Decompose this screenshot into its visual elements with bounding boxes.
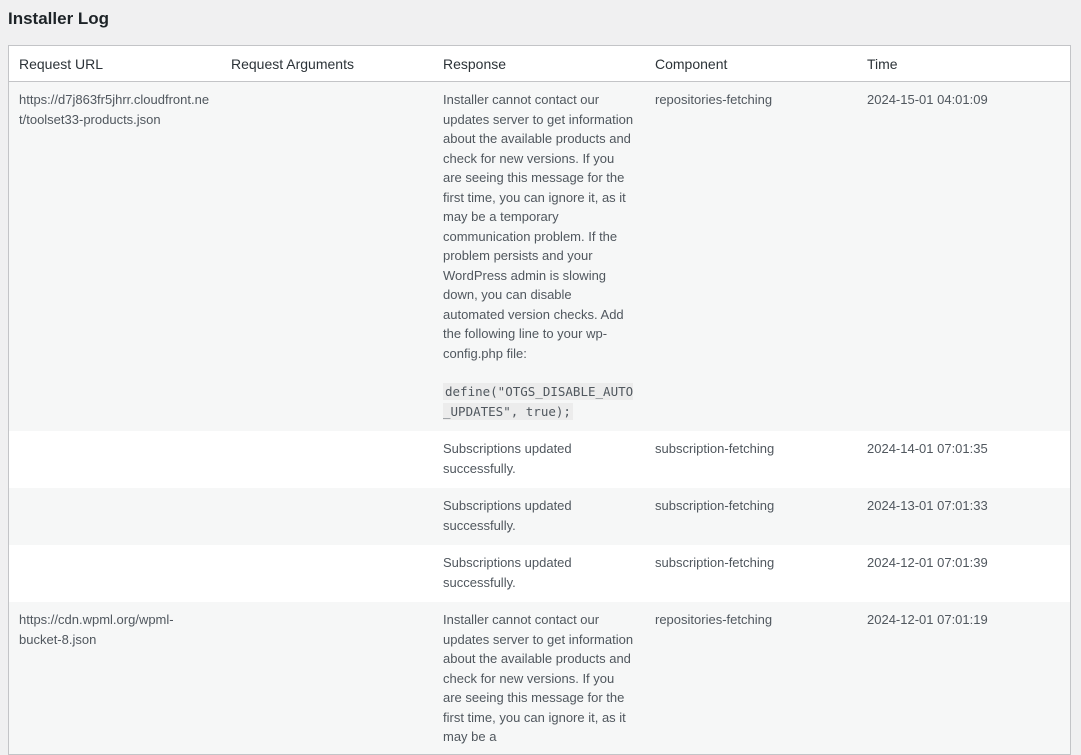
component-cell: repositories-fetching xyxy=(645,602,857,755)
request-arguments-cell xyxy=(221,545,433,602)
table-row xyxy=(9,488,1070,545)
table-row xyxy=(9,602,1070,755)
time-cell: 2024-12-01 07:01:19 xyxy=(857,602,1070,755)
time-cell: 2024-14-01 07:01:35 xyxy=(857,431,1070,488)
request-url-cell xyxy=(9,545,221,602)
request-arguments-cell xyxy=(221,431,433,488)
response-cell: Subscriptions updated successfully. xyxy=(433,431,645,488)
request-url-cell xyxy=(9,431,221,488)
column-header-request-url: Request URL xyxy=(9,46,221,82)
request-url-cell xyxy=(9,488,221,545)
request-url-cell: https://cdn.wpml.org/wpml-bucket-8.json xyxy=(9,602,221,755)
request-arguments-cell xyxy=(221,488,433,545)
column-header-request-arguments: Request Arguments xyxy=(221,46,433,82)
table-row xyxy=(9,431,1070,488)
column-header-component: Component xyxy=(645,46,857,82)
component-cell: repositories-fetching xyxy=(645,82,857,432)
response-cell: Subscriptions updated successfully. xyxy=(433,545,645,602)
request-url-cell: https://d7j863fr5jhrr.cloudfront.net/toolset33-products.json xyxy=(9,82,221,432)
request-arguments-cell xyxy=(221,82,433,432)
time-cell: 2024-12-01 07:01:39 xyxy=(857,545,1070,602)
request-arguments-cell xyxy=(221,602,433,755)
page-title: Installer Log xyxy=(8,9,110,28)
response-cell: Installer cannot contact our updates server to get information about the available products and check for new versions. If you are seeing this message for the first time, you can ignore it, as it may be a xyxy=(433,602,645,755)
component-cell: subscription-fetching xyxy=(645,431,857,488)
response-cell xyxy=(433,82,645,432)
component-cell: subscription-fetching xyxy=(645,545,857,602)
installer-log-table xyxy=(8,45,1071,755)
column-header-time: Time xyxy=(857,46,1070,82)
response-cell: Subscriptions updated successfully. xyxy=(433,488,645,545)
config-code-snippet: define("OTGS_DISABLE_AUTO_UPDATES", true); xyxy=(443,384,634,419)
table-row xyxy=(9,545,1070,602)
component-cell: subscription-fetching xyxy=(645,488,857,545)
column-header-response: Response xyxy=(433,46,645,82)
response-text: Installer cannot contact our updates server to get information about the available products and check for new versions. If you are seeing this message for the first time, you can ignore it, as it may be a temporary communication problem. If the problem persists and your WordPress admin is slowing down, you can disable automated version checks. Add the following line to your wp-config.php file: xyxy=(443,92,634,361)
time-cell: 2024-13-01 07:01:33 xyxy=(857,488,1070,545)
table-row xyxy=(9,82,1070,432)
table-header-row xyxy=(9,46,1070,82)
time-cell: 2024-15-01 04:01:09 xyxy=(857,82,1070,432)
